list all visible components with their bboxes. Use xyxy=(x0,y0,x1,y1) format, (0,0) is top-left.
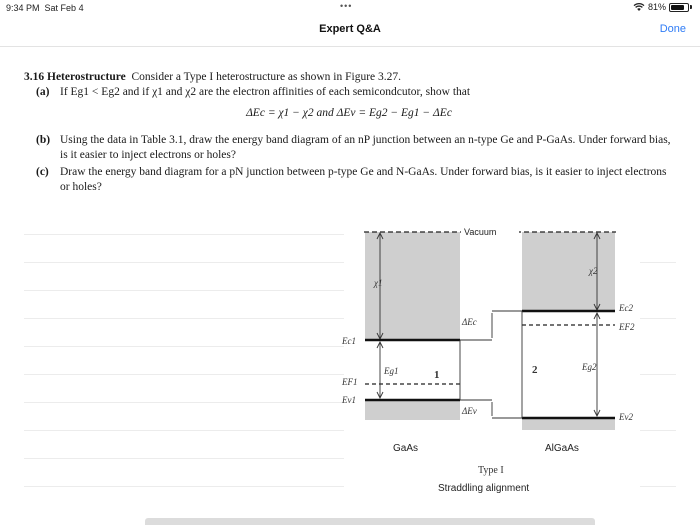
part-b-label: (b) xyxy=(36,134,51,146)
chi2-label: χ2 xyxy=(589,266,598,276)
done-button[interactable]: Done xyxy=(659,23,686,35)
battery-cap xyxy=(690,5,692,9)
region1-label: 1 xyxy=(434,369,440,381)
multitask-dots[interactable]: ••• xyxy=(340,1,353,11)
ec1-label: Ec1 xyxy=(342,336,356,346)
figure-type-label: Type I xyxy=(478,465,504,476)
status-time xyxy=(6,3,84,13)
ec2-label: Ec2 xyxy=(619,303,633,313)
chi1-label: χ1 xyxy=(374,278,383,288)
status-time-text: 9:34 PM xyxy=(6,3,40,13)
delta-ec-label: ΔEc xyxy=(462,317,477,327)
gaas-valence-shade xyxy=(365,400,460,420)
band-diagram xyxy=(0,48,700,525)
ef1-label: EF1 xyxy=(342,377,358,387)
algaas-conduction-shade xyxy=(522,232,615,311)
problem-heading: Heterostructure xyxy=(47,71,126,83)
status-date-text: Sat Feb 4 xyxy=(44,3,84,13)
question-content xyxy=(0,48,700,525)
ev1-label: Ev1 xyxy=(342,395,356,405)
equation: ΔEc = χ1 − χ2 and ΔEv = Eg2 − Eg1 − ΔEc xyxy=(246,107,452,119)
part-c-label: (c) xyxy=(36,166,49,178)
page-title: Expert Q&A xyxy=(319,23,381,35)
wifi-icon xyxy=(633,2,645,12)
vacuum-label: Vacuum xyxy=(464,227,497,237)
problem-number: 3.16 xyxy=(24,71,45,83)
battery-percent: 81% xyxy=(647,2,666,12)
delta-ev-label: ΔEv xyxy=(462,406,477,416)
region2-label: 2 xyxy=(532,364,538,376)
part-a-label: (a) xyxy=(36,86,50,98)
eg1-label: Eg1 xyxy=(384,366,399,376)
battery-icon xyxy=(669,3,689,12)
eg2-label: Eg2 xyxy=(582,362,597,372)
ef2-label: EF2 xyxy=(619,322,635,332)
algaas-valence-shade xyxy=(522,418,615,430)
part-a-text: If Eg1 < Eg2 and if χ1 and χ2 are the electron affinities of each semicondcutor, show that xyxy=(60,86,471,98)
part-c-text: Draw the energy band diagram for a pN junction between p-type Ge and N-GaAs. Under forward bias, is it easier to inject electrons or holes? xyxy=(60,166,667,193)
ev2-label: Ev2 xyxy=(619,412,633,422)
figure-alignment-label: Straddling alignment xyxy=(438,483,530,494)
nav-bar xyxy=(0,16,700,47)
problem-intro: Consider a Type I heterostructure as shown in Figure 3.27. xyxy=(131,71,402,83)
status-bar xyxy=(0,0,700,16)
status-indicators xyxy=(633,2,692,12)
part-b-text: Using the data in Table 3.1, draw the energy band diagram of an nP junction between an n-type Ge and P-GaAs. Under forward bias, is it easier to inject electrons or holes? xyxy=(60,134,671,161)
material1-label: GaAs xyxy=(393,443,419,454)
material2-label: AlGaAs xyxy=(545,443,579,454)
bottom-sheet-handle[interactable] xyxy=(145,518,595,525)
